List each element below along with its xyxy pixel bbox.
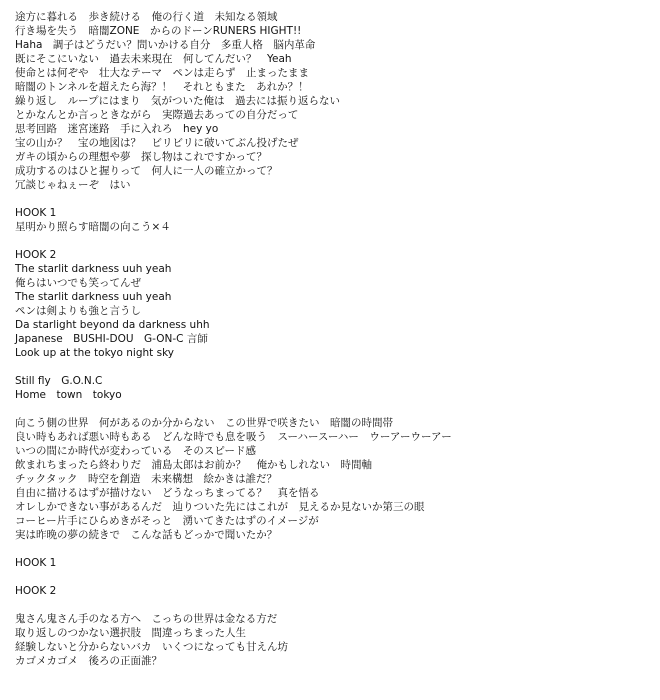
lyric-line: ガキの頃からの理想や夢 探し物はこれですかって？	[15, 151, 267, 163]
lyric-line: 冗談じゃねぇーぞ はい	[15, 179, 131, 191]
lyric-line: 経験しないと分からないバカ いくつになっても甘えん坊	[15, 641, 288, 653]
lyric-line: HOOK 2	[15, 585, 57, 597]
lyric-line: 成功するのはひと握りって 何人に一人の確立かって？	[15, 165, 278, 177]
lyric-line: HOOK 2	[15, 249, 57, 261]
lyric-line: Look up at the tokyo night sky	[15, 347, 175, 359]
lyric-line: Japanese BUSHI-DOU G-ON-C 言師	[15, 333, 208, 345]
lyric-line: Home town tokyo	[15, 389, 122, 401]
lyric-line: ペンは剣よりも強と言うし	[15, 305, 141, 317]
lyric-line: 実は昨晩の夢の続きで こんな話もどっかで聞いたか？	[15, 529, 278, 541]
lyric-line: 星明かり照らす暗闇の向こう×４	[15, 221, 171, 233]
blank-line	[15, 570, 655, 584]
lyric-line: 暗闇のトンネルを超えたら海？！ それともまた あれか？！	[15, 81, 309, 93]
lyric-line: 使命とは何ぞや 壮大なテーマ ペンは走らず 止まったまま	[15, 67, 309, 79]
lyric-line: コーヒー片手にひらめきがそっと 湧いてきたはずのイメージが	[15, 515, 319, 527]
lyric-line: 飲まれちまったら終わりだ 浦島太郎はお前か？ 俺かもしれない 時間軸	[15, 459, 372, 471]
lyric-line: Da starlight beyond da darkness uhh	[15, 319, 210, 331]
lyric-line: 向こう側の世界 何があるのか分からない この世界で咲きたい 暗闇の時間帯	[15, 417, 393, 429]
lyric-line: カゴメカゴメ 後ろの正面誰？	[15, 655, 162, 667]
lyric-line: HOOK 1	[15, 207, 57, 219]
blank-line	[15, 192, 655, 206]
blank-line	[15, 402, 655, 416]
lyric-line: 自由に描けるはずが描けない どうなっちまってる？ 真を悟る	[15, 487, 320, 499]
lyric-line: Still fly G.O.N.C	[15, 375, 103, 387]
lyric-line: 取り返しのつかない選択肢 間違っちまった人生	[15, 627, 246, 639]
lyric-line: 鬼さん鬼さん手のなる方へ こっちの世界は金なる方だ	[15, 613, 278, 625]
blank-line	[15, 234, 655, 248]
lyric-line: The starlit darkness uuh yeah	[15, 291, 172, 303]
lyric-line: オレしかできない事があるんだ 辿りついた先にはこれが 見えるか見ないか第三の眼	[15, 501, 425, 513]
lyric-line: 既にそこにいない 過去未来現在 何してんだい？ Yeah	[15, 53, 292, 65]
lyric-line: 良い時もあれば悪い時もある どんな時でも息を吸う スーハースーハー ウーアーウーアー	[15, 431, 452, 443]
lyric-line: 思考回路 迷宮迷路 手に入れろ hey yo	[15, 123, 219, 135]
lyrics-text	[15, 10, 655, 668]
lyric-line: 途方に暮れる 歩き続ける 俺の行く道 未知なる領域	[15, 11, 278, 23]
blank-line	[15, 542, 655, 556]
lyric-line: 行き場を失う 暗闇ZONE からのドーンRUNERS HIGHT!!	[15, 25, 302, 37]
lyric-line: とかなんとか言っときながら 実際過去あっての自分だって	[15, 109, 299, 121]
lyric-line: チックタック 時空を創造 未来構想 絵かきは誰だ？	[15, 473, 277, 485]
lyric-line: Haha 調子はどうだい？問いかける自分 多重人格 脳内革命	[15, 39, 316, 51]
lyric-line: いつの間にか時代が変わっている そのスピード感	[15, 445, 256, 457]
lyric-line: 俺らはいつでも笑ってんぜ	[15, 277, 141, 289]
blank-line	[15, 598, 655, 612]
lyric-line: 繰り返し ループにはまり 気がついた俺は 過去には振り返らない	[15, 95, 340, 107]
blank-line	[15, 360, 655, 374]
lyric-line: The starlit darkness uuh yeah	[15, 263, 172, 275]
lyric-line: HOOK 1	[15, 557, 57, 569]
lyric-line: 宝の山か？ 宝の地図は？ ビリビリに破いてぶん投げたぜ	[15, 137, 299, 149]
